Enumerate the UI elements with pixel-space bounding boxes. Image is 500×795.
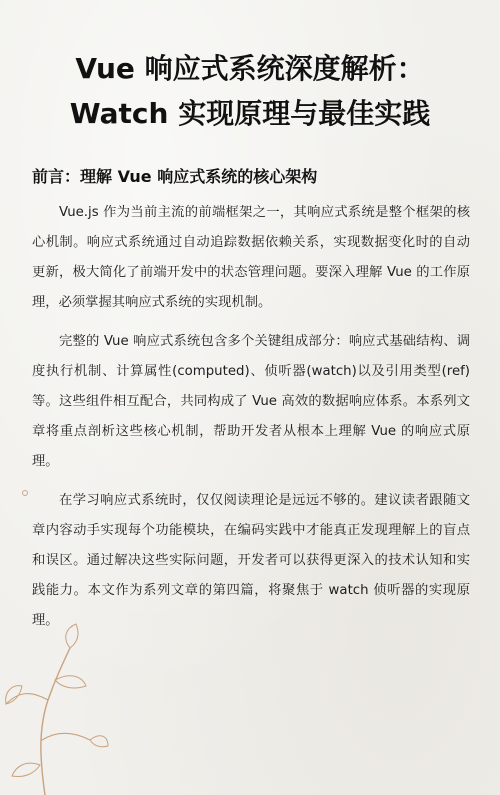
decorative-branch-icon — [0, 620, 110, 795]
paragraph-3: 在学习响应式系统时，仅仅阅读理论是远远不够的。建议读者跟随文章内容动手实现每个功能模块，在编码实践中才能真正发现理解上的盲点和误区。通过解决这些实际问题，开发者可以获得更深入的技术认知和实践能力。本文作为系列文章的第四篇，将聚焦于 watch 侦听器的实现原理。 — [32, 493, 470, 628]
page-title — [0, 46, 500, 136]
title-line-1: Vue 响应式系统深度解析： — [75, 52, 425, 85]
title-line-2: Watch 实现原理与最佳实践 — [69, 97, 431, 130]
article-body — [32, 198, 470, 645]
paragraph-2: 完整的 Vue 响应式系统包含多个关键组成部分：响应式基础结构、调度执行机制、计算属性(computed)、侦听器(watch)以及引用类型(ref)等。这些组件相互配合，共同构成了 Vue 高效的数据响应体系。本系列文章将重点剖析这些核心机制，帮助开发者从根本上理解 Vue 的响应式原理。 — [32, 334, 470, 469]
paragraph-1: Vue.js 作为当前主流的前端框架之一，其响应式系统是整个框架的核心机制。响应式系统通过自动追踪数据依赖关系，实现数据变化时的自动更新，极大简化了前端开发中的状态管理问题。要深入理解 Vue 的工作原理，必须掌握其响应式系统的实现机制。 — [32, 205, 470, 310]
decorative-dot — [22, 490, 28, 496]
section-heading: 前言：理解 Vue 响应式系统的核心架构 — [32, 167, 318, 186]
